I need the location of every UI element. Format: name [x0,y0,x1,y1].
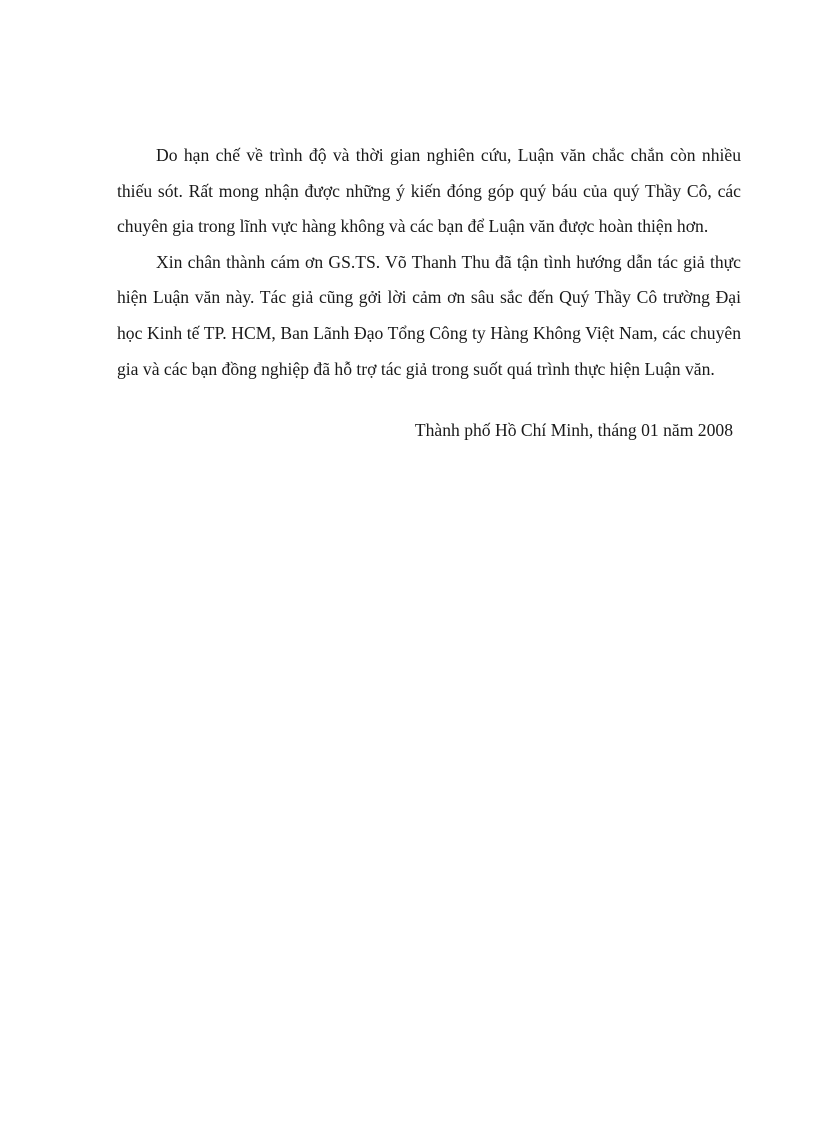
paragraph-acknowledgements: Xin chân thành cám ơn GS.TS. Võ Thanh Thu đã tận tình hướng dẫn tác giả thực hiện Luận văn này. Tác giả cũng gởi lời cảm ơn sâu sắc đến Quý Thầy Cô trường Đại học Kinh tế TP. HCM, Ban Lãnh Đạo Tổng Công ty Hàng Không Việt Nam, các chuyên gia và các bạn đồng nghiệp đã hỗ trợ tác giả trong suốt quá trình thực hiện Luận văn. [117,251,741,379]
paragraph-limitations: Do hạn chế về trình độ và thời gian nghiên cứu, Luận văn chắc chắn còn nhiều thiếu sót. Rất mong nhận được những ý kiến đóng góp quý báu của quý Thầy Cô, các chuyên gia trong lĩnh vực hàng không và các bạn để Luận văn được hoàn thiện hơn. [117,145,741,237]
place-date-signoff: Thành phố Hồ Chí Minh, tháng 01 năm 2008 [414,420,733,441]
document-body [117,138,741,449]
